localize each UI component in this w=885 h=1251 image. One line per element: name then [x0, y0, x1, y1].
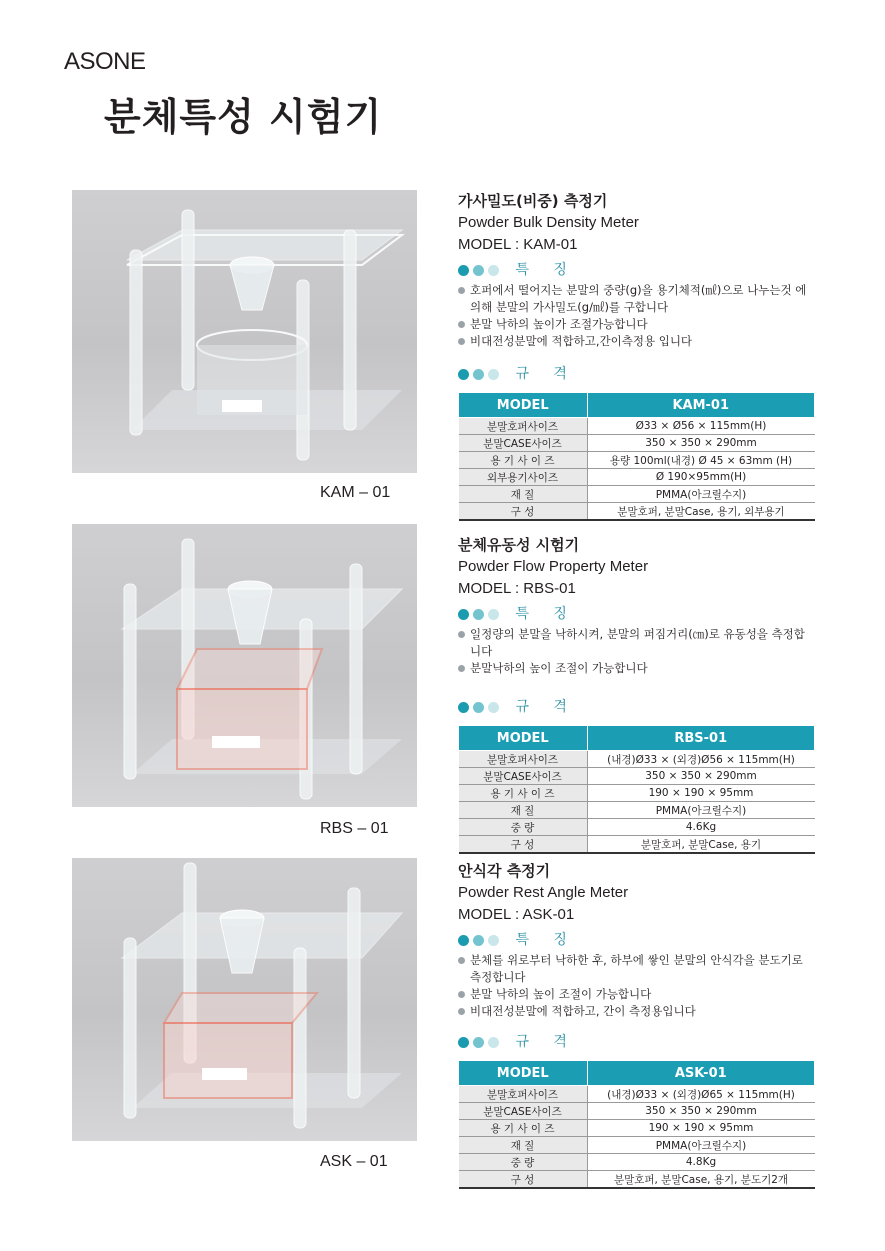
page-title: 분체특성 시험기	[104, 95, 383, 139]
spec-heading: 규 격	[458, 1030, 813, 1054]
table-row: 용 기 사 이 즈 190 × 190 × 95mm	[459, 785, 815, 802]
product-photo-rbs	[72, 524, 417, 807]
feature-item: 비대전성분말에 적합하고,간이측정용 입니다	[458, 333, 813, 350]
table-row: 분말CASE사이즈 350 × 350 × 290mm	[459, 1103, 815, 1120]
feature-item: 일정량의 분말을 낙하시켜, 분말의 퍼짐거리(㎝)로 유동성을 측정합니다	[458, 626, 813, 660]
spec-table: MODEL ASK-01 분말호퍼사이즈 (내경)Ø33 × (외경)Ø65 × 115mm(H) 분말CASE사이즈 350 × 350 × 290mm 용 기 사 이 즈 190 × 190 × 95mm 재 질 PMMA(아크릴수지) 중 량 4.8Kg 구 성 분말호퍼, 분말Case, 용기, 분도기2개	[458, 1060, 815, 1189]
product-korean-name: 안식각 측정기	[458, 862, 551, 880]
feature-item: 분말낙하의 높이 조절이 가능합니다	[458, 660, 813, 677]
product-english-name: Powder Bulk Density Meter	[458, 214, 639, 231]
product-info	[458, 534, 813, 854]
product-model: MODEL : ASK-01	[458, 906, 575, 923]
table-row: 재 질 PMMA(아크릴수지)	[459, 802, 815, 819]
spec-table: MODEL KAM-01 분말호퍼사이즈 Ø33 × Ø56 × 115mm(H) 분말CASE사이즈 350 × 350 × 290mm 용 기 사 이 즈 용량 100ml(내경) Ø 45 × 63mm (H) 외부용기사이즈 Ø 190×95mm(H) 재 질 PMMA(아크릴수지) 구 성 분말호퍼, 분말Case, 용기, 외부용기	[458, 392, 815, 521]
table-row: 분말CASE사이즈 350 × 350 × 290mm	[459, 435, 815, 452]
table-row: 재 질 PMMA(아크릴수지)	[459, 486, 815, 503]
feature-item: 비대전성분말에 적합하고, 간이 측정용입니다	[458, 1003, 813, 1020]
spec-heading: 규 격	[458, 695, 813, 719]
product-model: MODEL : KAM-01	[458, 236, 578, 253]
product-english-name: Powder Rest Angle Meter	[458, 884, 629, 901]
table-row: 구 성 분말호퍼, 분말Case, 용기	[459, 836, 815, 854]
table-row: 분말CASE사이즈 350 × 350 × 290mm	[459, 768, 815, 785]
product-korean-name: 가사밀도(비중) 측정기	[458, 192, 608, 210]
product-photo-kam	[72, 190, 417, 473]
table-row: 용 기 사 이 즈 용량 100ml(내경) Ø 45 × 63mm (H)	[459, 452, 815, 469]
features-heading: 특 징	[458, 258, 813, 282]
photo-caption: RBS – 01	[320, 820, 389, 837]
feature-item: 호퍼에서 떨어지는 분말의 중량(g)을 용기체적(㎖)으로 나누는것 에 의해 분말의 가사밀도(g/㎖)를 구합니다	[458, 282, 813, 316]
table-row: 재 질 PMMA(아크릴수지)	[459, 1137, 815, 1154]
features-heading: 특 징	[458, 602, 813, 626]
table-row: 분말호퍼사이즈 (내경)Ø33 × (외경)Ø56 × 115mm(H)	[459, 751, 815, 768]
feature-item: 분체를 위로부터 낙하한 후, 하부에 쌓인 분말의 안식각을 분도기로 측정합니다	[458, 952, 813, 986]
product-info	[458, 190, 813, 521]
table-row: 중 량 4.8Kg	[459, 1154, 815, 1171]
product-english-name: Powder Flow Property Meter	[458, 558, 649, 575]
spec-table: MODEL RBS-01 분말호퍼사이즈 (내경)Ø33 × (외경)Ø56 × 115mm(H) 분말CASE사이즈 350 × 350 × 290mm 용 기 사 이 즈 190 × 190 × 95mm 재 질 PMMA(아크릴수지) 중 량 4.6Kg 구 성 분말호퍼, 분말Case, 용기	[458, 725, 815, 854]
features-heading: 특 징	[458, 928, 813, 952]
acrylic-stand-illustration	[72, 858, 417, 1141]
brand-logo: ASONE	[64, 48, 146, 75]
table-row: 중 량 4.6Kg	[459, 819, 815, 836]
acrylic-stand-illustration	[72, 190, 417, 473]
product-info	[458, 860, 813, 1189]
product-model: MODEL : RBS-01	[458, 580, 576, 597]
product-korean-name: 분체유동성 시험기	[458, 536, 580, 554]
table-row: 분말호퍼사이즈 Ø33 × Ø56 × 115mm(H)	[459, 418, 815, 435]
spec-heading: 규 격	[458, 362, 813, 386]
feature-item: 분말 낙하의 높이 조절이 가능합니다	[458, 986, 813, 1003]
photo-caption: ASK – 01	[320, 1153, 388, 1170]
table-row: 분말호퍼사이즈 (내경)Ø33 × (외경)Ø65 × 115mm(H)	[459, 1086, 815, 1103]
feature-item: 분말 낙하의 높이가 조절가능합니다	[458, 316, 813, 333]
photo-caption: KAM – 01	[320, 484, 391, 501]
product-photo-ask	[72, 858, 417, 1141]
table-row: 구 성 분말호퍼, 분말Case, 용기, 분도기2개	[459, 1171, 815, 1189]
table-row: 용 기 사 이 즈 190 × 190 × 95mm	[459, 1120, 815, 1137]
acrylic-stand-illustration	[72, 524, 417, 807]
table-row: 외부용기사이즈 Ø 190×95mm(H)	[459, 469, 815, 486]
table-row: 구 성 분말호퍼, 분말Case, 용기, 외부용기	[459, 503, 815, 521]
